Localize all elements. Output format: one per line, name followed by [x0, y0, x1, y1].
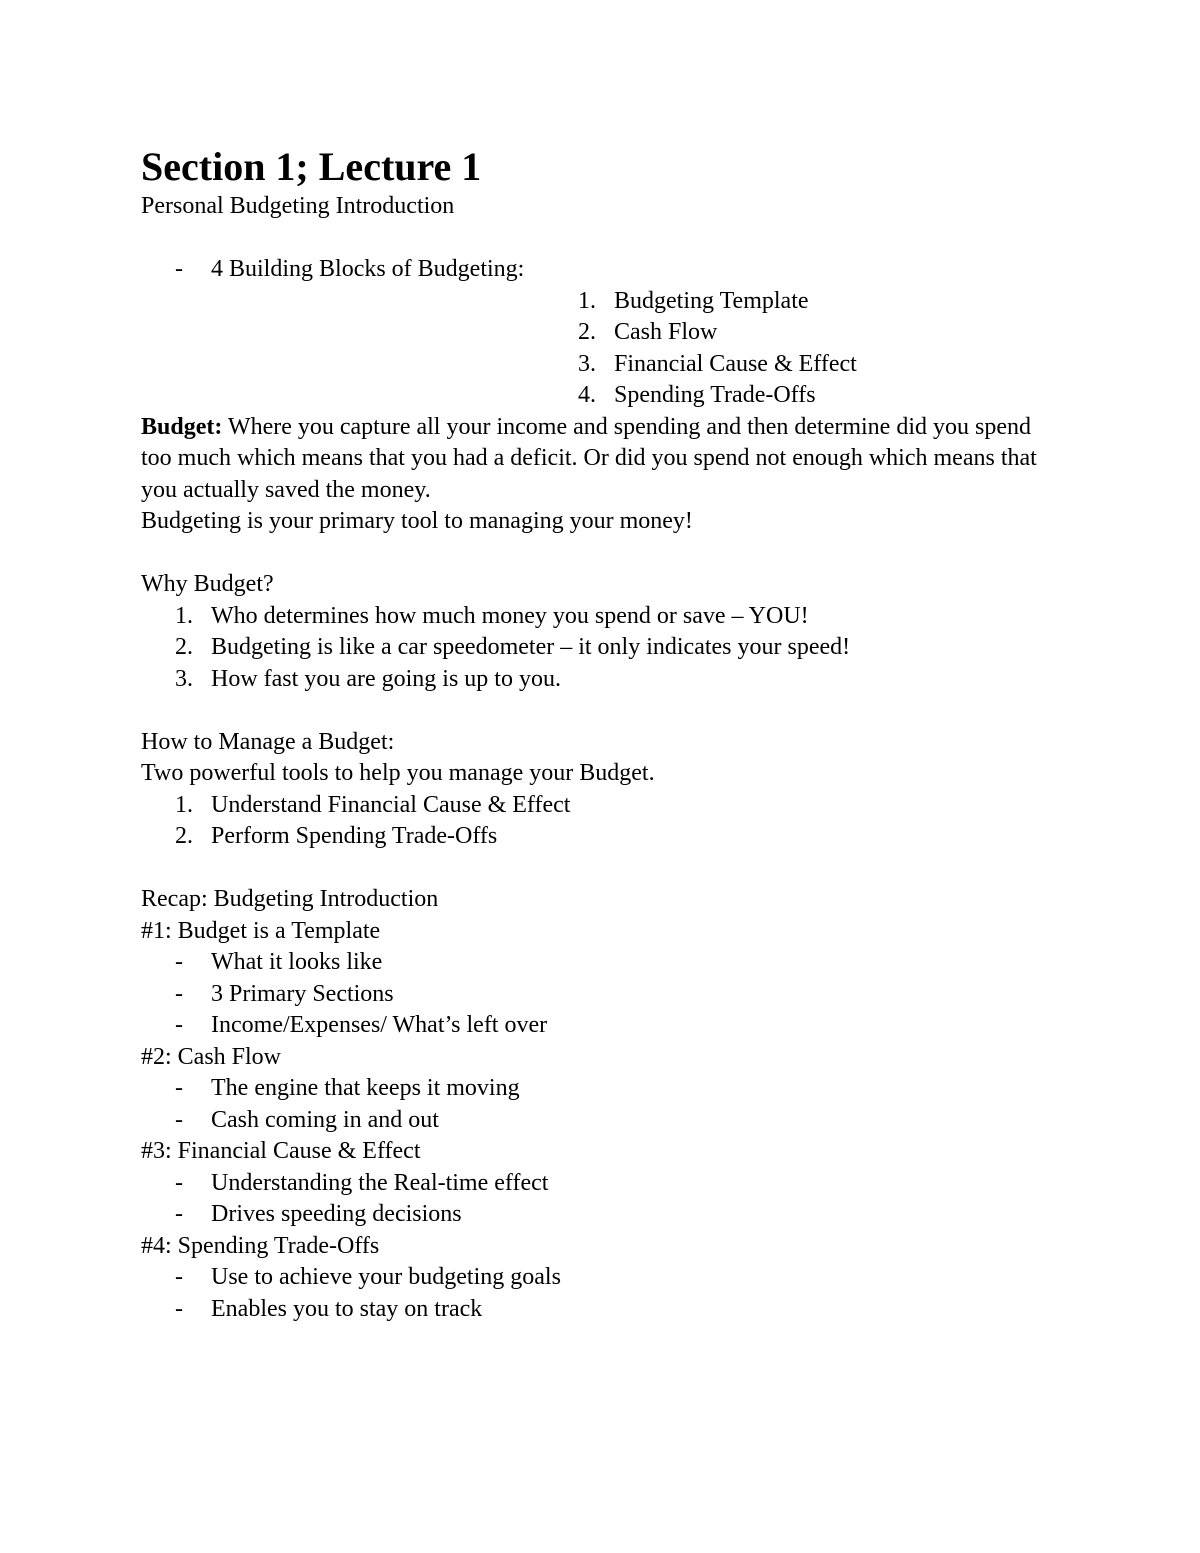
- list-number: 1.: [175, 791, 193, 818]
- recap-bullet-text: The engine that keeps it moving: [211, 1075, 520, 1101]
- list-number: 2.: [175, 634, 193, 660]
- recap-bullet: [141, 1073, 1061, 1105]
- recap-bullet-text: Cash coming in and out: [211, 1106, 439, 1133]
- list-number: 1.: [578, 287, 596, 314]
- list-item: [141, 380, 1061, 412]
- list-item: [141, 349, 1061, 381]
- building-blocks-list: [141, 286, 1061, 412]
- recap-bullet: [141, 1199, 1061, 1231]
- manage-budget-intro: Two powerful tools to help you manage your Budget.: [141, 760, 655, 786]
- page-subtitle: Personal Budgeting Introduction: [141, 193, 455, 219]
- list-item-text: Cash Flow: [614, 319, 718, 345]
- why-budget-list: [141, 601, 1061, 696]
- building-blocks-bullet: [141, 254, 1061, 286]
- spacer: [141, 695, 1061, 727]
- dash-marker: -: [175, 980, 183, 1007]
- recap-bullet: [141, 947, 1061, 979]
- primary-tool-statement: Budgeting is your primary tool to managing your money!: [141, 508, 693, 534]
- document-body: [141, 143, 1061, 1325]
- manage-budget-heading: How to Manage a Budget:: [141, 728, 395, 755]
- list-number: 3.: [578, 350, 596, 377]
- manage-budget-list: [141, 790, 1061, 853]
- recap-bullet-text: What it looks like: [211, 949, 383, 975]
- dash-marker: -: [175, 949, 183, 975]
- list-item-text: Budgeting is like a car speedometer – it only indicates your speed!: [211, 634, 851, 660]
- budget-label: Budget:: [141, 413, 223, 440]
- dash-marker: -: [175, 1169, 183, 1196]
- dash-marker: -: [175, 1264, 183, 1290]
- recap-bullet: [141, 1010, 1061, 1042]
- list-number: 1.: [175, 602, 193, 629]
- recap-bullet-text: Income/Expenses/ What’s left over: [211, 1012, 548, 1038]
- list-item: [141, 317, 1061, 349]
- why-budget-heading: Why Budget?: [141, 571, 274, 597]
- spacer: [141, 223, 1061, 255]
- recap-bullet-text: Drives speeding decisions: [211, 1201, 462, 1227]
- dash-marker: -: [175, 1201, 183, 1227]
- recap-bullet: [141, 1294, 1061, 1326]
- spacer: [141, 853, 1061, 885]
- dash-marker: -: [175, 1012, 183, 1038]
- recap-group-title: #4: Spending Trade-Offs: [141, 1232, 380, 1259]
- recap-group-title: #3: Financial Cause & Effect: [141, 1138, 421, 1164]
- list-item: [141, 632, 1061, 664]
- recap-bullet: [141, 1168, 1061, 1200]
- recap-group-title: #1: Budget is a Template: [141, 917, 381, 944]
- list-item-text: Budgeting Template: [614, 287, 809, 314]
- dash-marker: -: [175, 1106, 183, 1133]
- dash-marker: -: [175, 256, 183, 282]
- list-item: [141, 664, 1061, 696]
- recap-group-title: #2: Cash Flow: [141, 1043, 282, 1070]
- list-item: [141, 286, 1061, 318]
- list-number: 2.: [578, 319, 596, 345]
- recap-bullet-text: Understanding the Real-time effect: [211, 1169, 549, 1196]
- page-title: Section 1; Lecture 1: [141, 144, 482, 189]
- budget-definition-text: Where you capture all your income and spending and then determine did you spend too much which means that you had a deficit. Or did you spend not enough which means that you actually saved the money.: [141, 413, 1037, 503]
- budget-definition: [141, 412, 1061, 507]
- recap-bullet-text: Enables you to stay on track: [211, 1295, 483, 1322]
- list-number: 4.: [578, 382, 596, 408]
- dash-marker: -: [175, 1295, 183, 1322]
- list-item: [141, 790, 1061, 822]
- recap-bullet-text: 3 Primary Sections: [211, 980, 394, 1007]
- list-item: [141, 601, 1061, 633]
- recap-bullet-text: Use to achieve your budgeting goals: [211, 1264, 561, 1290]
- recap-bullet: [141, 1262, 1061, 1294]
- list-item-text: Spending Trade-Offs: [614, 382, 816, 408]
- dash-marker: -: [175, 1075, 183, 1101]
- building-blocks-heading: 4 Building Blocks of Budgeting:: [211, 256, 525, 282]
- spacer: [141, 538, 1061, 570]
- list-number: 2.: [175, 823, 193, 849]
- list-item-text: Perform Spending Trade-Offs: [211, 823, 498, 849]
- list-item-text: Understand Financial Cause & Effect: [211, 791, 571, 818]
- list-item-text: Financial Cause & Effect: [614, 350, 857, 377]
- list-item-text: How fast you are going is up to you.: [211, 665, 561, 692]
- recap-heading: Recap: Budgeting Introduction: [141, 886, 439, 912]
- list-item-text: Who determines how much money you spend or save – YOU!: [211, 602, 809, 629]
- recap-bullet: [141, 979, 1061, 1011]
- recap-bullet: [141, 1105, 1061, 1137]
- list-number: 3.: [175, 665, 193, 692]
- list-item: [141, 821, 1061, 853]
